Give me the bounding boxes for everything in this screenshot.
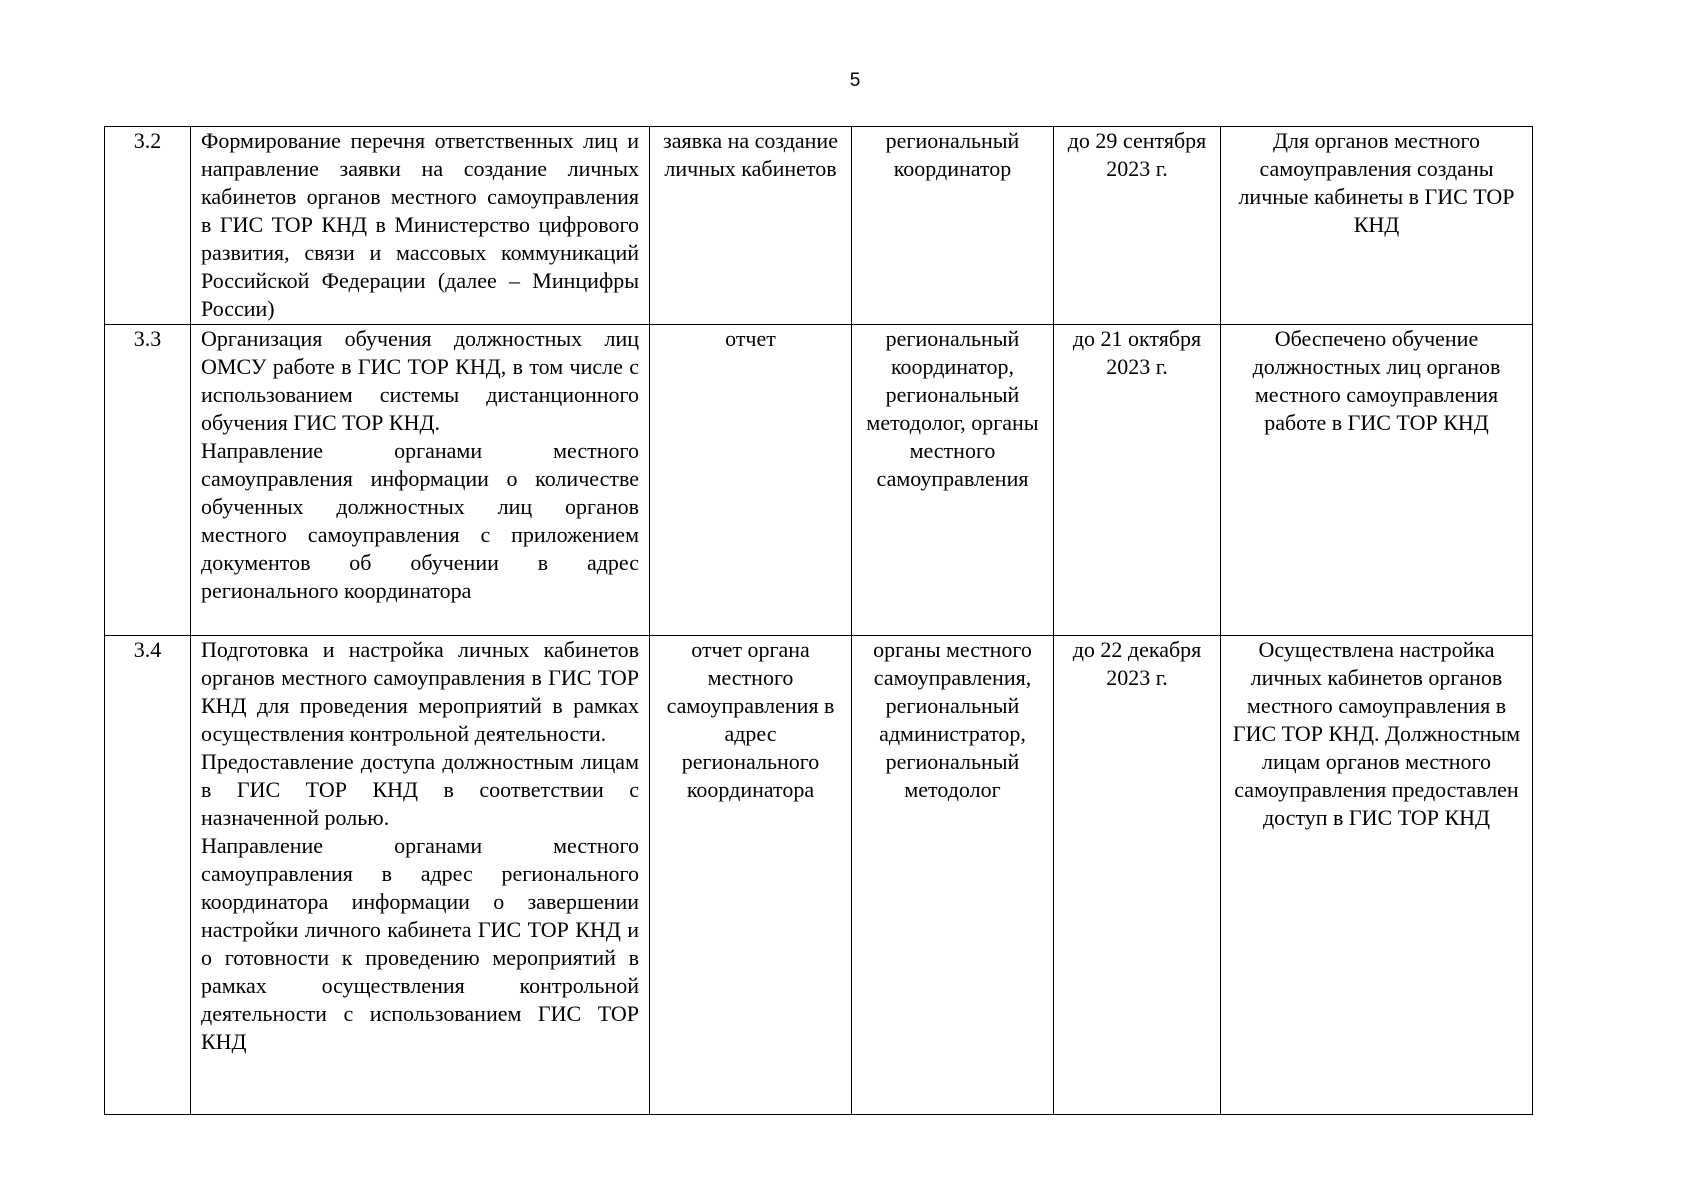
page-number: 5 [849, 70, 861, 91]
table-row [105, 636, 1533, 1115]
description-paragraph: Подготовка и настройка личных кабинетов органов местного самоуправления в ГИС ТОР КНД для проведения мероприятий в рамках осуществления контрольной деятельности. [201, 637, 639, 746]
outcome: Обеспечено обучение должностных лиц органов местного самоуправления работе в ГИС ТОР КНД [1221, 325, 1533, 636]
description-paragraph: Направление органами местного самоуправления в адрес регионального координатора информации о завершении настройки личного кабинета ГИС ТОР КНД и о готовности к проведению мероприятий в рамках осуществления контрольной деятельности с использованием ГИС ТОР КНД [201, 833, 639, 1054]
result-form: заявка на создание личных кабинетов [650, 127, 852, 325]
table-row [105, 325, 1533, 636]
deadline: до 29 сентября 2023 г. [1054, 127, 1221, 325]
description-paragraph: Направление органами местного самоуправления информации о количестве обученных должностных лиц органов местного самоуправления с приложением документов об обучении в адрес регионального координатора [201, 438, 639, 603]
result-form: отчет органа местного самоуправления в адрес регионального координатора [650, 636, 852, 1115]
activity-description [191, 127, 650, 325]
responsible: региональный координатор [852, 127, 1054, 325]
deadline: до 21 октября 2023 г. [1054, 325, 1221, 636]
responsible: органы местного самоуправления, региональный администратор, региональный методолог [852, 636, 1054, 1115]
row-number: 3.4 [105, 636, 191, 1115]
result-form: отчет [650, 325, 852, 636]
plan-table [104, 126, 1533, 1115]
deadline: до 22 декабря 2023 г. [1054, 636, 1221, 1115]
outcome: Осуществлена настройка личных кабинетов органов местного самоуправления в ГИС ТОР КНД. Должностным лицам органов местного самоуправления предоставлен доступ в ГИС ТОР КНД [1221, 636, 1533, 1115]
row-number: 3.2 [105, 127, 191, 325]
row-number: 3.3 [105, 325, 191, 636]
table-row [105, 127, 1533, 325]
activity-description [191, 325, 650, 636]
activity-description [191, 636, 650, 1115]
description-paragraph: Предоставление доступа должностным лицам в ГИС ТОР КНД в соответствии с назначенной ролью. [201, 749, 639, 830]
responsible: региональный координатор, региональный методолог, органы местного самоуправления [852, 325, 1054, 636]
description-paragraph: Формирование перечня ответственных лиц и направление заявки на создание личных кабинетов органов местного самоуправления в ГИС ТОР КНД в Министерство цифрового развития, связи и массовых коммуникаций Российской Федерации (далее – Минцифры России) [201, 128, 639, 321]
outcome: Для органов местного самоуправления созданы личные кабинеты в ГИС ТОР КНД [1221, 127, 1533, 325]
description-paragraph: Организация обучения должностных лиц ОМСУ работе в ГИС ТОР КНД, в том числе с использованием системы дистанционного обучения ГИС ТОР КНД. [201, 326, 639, 435]
